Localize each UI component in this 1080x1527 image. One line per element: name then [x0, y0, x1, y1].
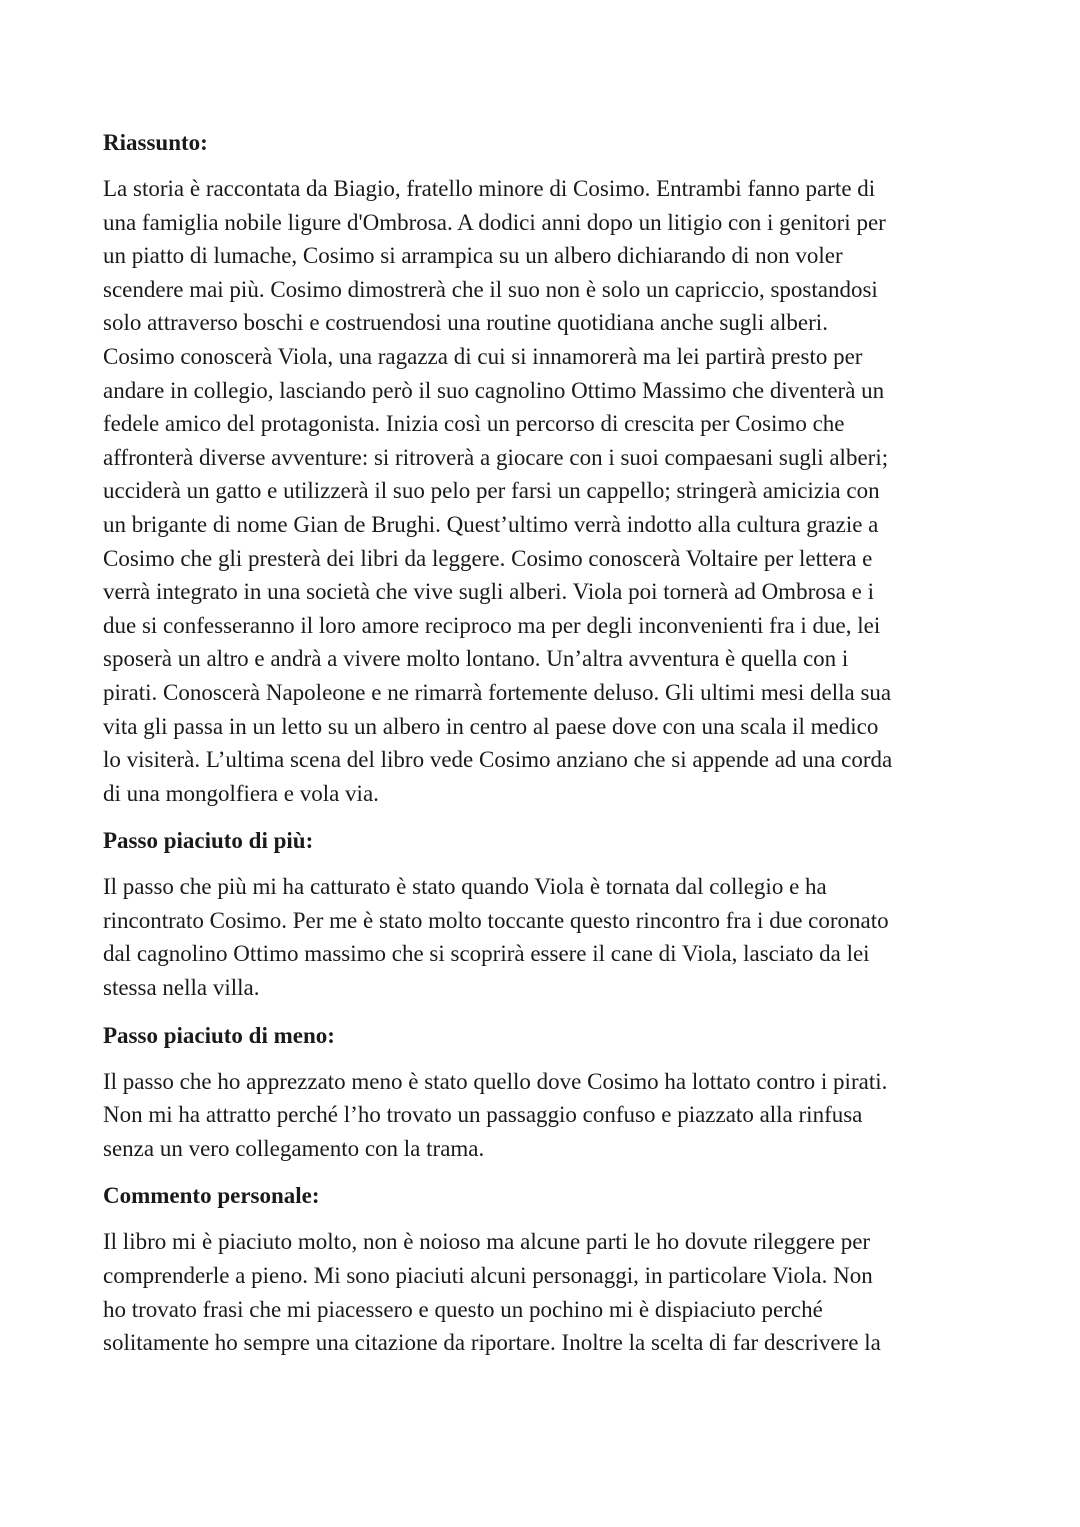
section-paragraph-passo-piaciuto-di-piu [103, 870, 983, 1004]
section-paragraph-passo-piaciuto-di-meno [103, 1065, 983, 1166]
paragraph-line: stessa nella villa. [103, 975, 260, 1001]
document-page [103, 126, 983, 1374]
section-heading-commento-personale: Commento personale: [103, 1183, 320, 1209]
paragraph-line: vita gli passa in un letto su un albero in centro al paese dove con una scala il medico [103, 713, 879, 739]
paragraph-line: fedele amico del protagonista. Inizia così un percorso di crescita per Cosimo che [103, 411, 845, 437]
paragraph-line: pirati. Conoscerà Napoleone e ne rimarrà fortemente deluso. Gli ultimi mesi della sua [103, 679, 892, 705]
paragraph-line: ucciderà un gatto e utilizzerà il suo pelo per farsi un cappello; stringerà amicizia con [103, 478, 880, 504]
paragraph-line: Cosimo che gli presterà dei libri da leggere. Cosimo conoscerà Voltaire per lettera e [103, 545, 873, 571]
paragraph-line: lo visiterà. L’ultima scena del libro vede Cosimo anziano che si appende ad una corda [103, 747, 893, 773]
paragraph-line: solo attraverso boschi e costruendosi una routine quotidiana anche sugli alberi. [103, 310, 828, 336]
paragraph-line: un brigante di nome Gian de Brughi. Quest’ultimo verrà indotto alla cultura grazie a [103, 511, 879, 537]
paragraph-line: Il libro mi è piaciuto molto, non è noioso ma alcune parti le ho dovute rileggere per [103, 1229, 871, 1255]
paragraph-line: dal cagnolino Ottimo massimo che si scoprirà essere il cane di Viola, lasciato da lei [103, 941, 870, 967]
paragraph-line: affronterà diverse avventure: si ritroverà a giocare con i suoi compaesani sugli alberi; [103, 444, 889, 470]
paragraph-line: Il passo che più mi ha catturato è stato quando Viola è tornata dal collegio e ha [103, 874, 827, 900]
paragraph-line: sposerà un altro e andrà a vivere molto lontano. Un’altra avventura è quella con i [103, 646, 849, 672]
paragraph-line: scendere mai più. Cosimo dimostrerà che il suo non è solo un capriccio, spostandosi [103, 276, 878, 302]
paragraph-line: ho trovato frasi che mi piacessero e questo un pochino mi è dispiaciuto perché [103, 1296, 823, 1322]
paragraph-line: di una mongolfiera e vola via. [103, 780, 379, 806]
section-heading-riassunto: Riassunto: [103, 130, 208, 155]
paragraph-line: comprenderle a pieno. Mi sono piaciuti alcuni personaggi, in particolare Viola. Non [103, 1263, 873, 1289]
paragraph-line: solitamente ho sempre una citazione da riportare. Inoltre la scelta di far descrivere la [103, 1330, 881, 1356]
paragraph-line: una famiglia nobile ligure d'Ombrosa. A dodici anni dopo un litigio con i genitori per [103, 209, 886, 235]
paragraph-line: un piatto di lumache, Cosimo si arrampica su un albero dichiarando di non voler [103, 243, 843, 269]
paragraph-line: due si confesseranno il loro amore reciproco ma per degli inconvenienti fra i due, lei [103, 612, 881, 638]
paragraph-line: Non mi ha attratto perché l’ho trovato un passaggio confuso e piazzato alla rinfusa [103, 1102, 863, 1128]
paragraph-line: andare in collegio, lasciando però il suo cagnolino Ottimo Massimo che diventerà un [103, 377, 885, 403]
paragraph-line: La storia è raccontata da Biagio, fratello minore di Cosimo. Entrambi fanno parte di [103, 176, 876, 201]
paragraph-line: senza un vero collegamento con la trama. [103, 1135, 485, 1161]
paragraph-line: verrà integrato in una società che vive sugli alberi. Viola poi tornerà ad Ombrosa e i [103, 579, 874, 605]
section-heading-passo-piaciuto-di-piu: Passo piaciuto di più: [103, 828, 314, 854]
section-paragraph-commento-personale [103, 1225, 983, 1359]
paragraph-line: rincontrato Cosimo. Per me è stato molto toccante questo rincontro fra i due coronato [103, 907, 889, 933]
section-heading-passo-piaciuto-di-meno: Passo piaciuto di meno: [103, 1022, 335, 1048]
section-paragraph-riassunto [103, 172, 983, 810]
paragraph-line: Il passo che ho apprezzato meno è stato quello dove Cosimo ha lottato contro i pirati. [103, 1068, 888, 1094]
paragraph-line: Cosimo conoscerà Viola, una ragazza di cui si innamorerà ma lei partirà presto per [103, 343, 863, 369]
